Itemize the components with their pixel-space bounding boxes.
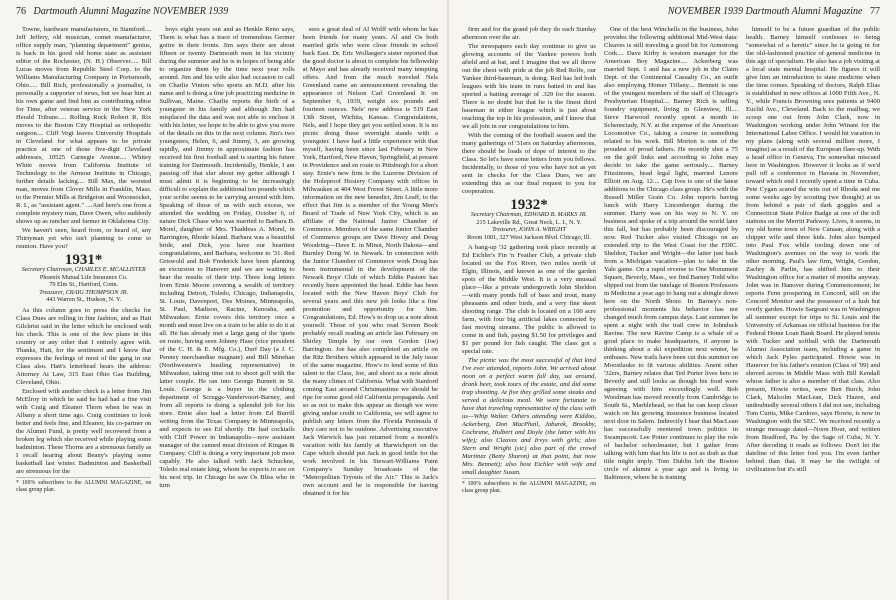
paragraph: himself to be a future guardian of the public health. Barney himself confesses to being "somewhat of a heretic" since he is going in for the old-fashioned practice of general medicine in this age of specialism. He also has a job visiting at a local state mental hospital. He figures it will give him an introduction to state medicine when the time comes. Speaking of doctors, Ralph Elias is established in new offices at 1000 Fifth Ave., N. Y., while Francis Browning sees patients at 9400 Euclid Ave., Cleveland. Back to the mailbag, we scoop one out from John Clark, now in Washington working under John Winant for the International Labor Office. I would hit vacation in my plans (along with several million more, I imagine) as a result of the European flare-up. With a head office in Geneva, I'm somewhat miscued here in Washington. However it looks as if we'd pull off a conference in Havana in November, toward which end I recently spent a time in Cuba. Pete Cygan scared the wits out of Rhoda and me some weeks ago by scouting (we thought) at us from behind a pair of dark goggles and a Connecticut State Police Badge at one of the toll stations on the Merritt Parkway. Lives, it seems, in my old home town of New Canaan, along with a chipper wife and three kids. John also bumped into Paul Fox while tooling down one of Washington's avenues on the way to work the other morning. Paul's law firm, Wright, Gordon, Zachry & Parlin, has shifted him to their Washington office for a matter of months anyway. John was in Hanover during Commencement; he reports Fenn prospering in Concord, still on the Concord Monitor and the possessor of a lush but overly garden. Howie Sargeant was in Washington all summer except for trips to St. Louis and the University of Arkansas on official business for the Federal Home Loan Bank Board. He played tennis with Tucker and softball with the Dartmouth Alumni Association team, including a game in which Jack Pyles participated. Howie was in Hanover for his father's reunion (Class of '99) and shoved across in Middle Mass with Bill Kendall whose father is also a member of that class. Also present, Howie writes, were Ben Burch, John Clark, Malcolm MacLean, Dick Hazen, and undoubtedly several others I did not see, including Tom Curtis, Mike Cardozo, says Howie, is now in Washington with the SEC. We received recently a strange message dated—Noon Hour, and written from Bradford, Pa. by the Sage of Cuba, N. Y. After decoding it reads as follows: Don't let the dateline of this letter fool you. I'm even farther behind than that. It may be the twilight of civilization but it's still [746, 26, 880, 473]
treasurer-label: Treasurer, CRAIG THOMPSON JR. [39, 288, 129, 296]
paragraph: sees a great deal of Al Wolff with whom he has been friends for many years. Al and Os both married girls who were close friends in school back East. Dr. Eric Wollaeger's sister reported that the good doctor is about to complete his fellowship at Mayo and has already received many tempting offers. And from the much traveled Nels Greenland came an announcement revealing the appearance of Nelson Carl Greenland Jr. on September 6, 1939, weight six pounds and fourteen ounces. Nels' new address is 519 East 13th Street, Wichita, Kansas. Congratulations, Nels, and I hope they get you settled soon. It is no picnic doing these overnight stands with a youngster. I have had a little experience with that myself, having been since last February in New York, Hartford, New Haven, Springfield, at present in Providence and en route to Pittsburgh for a short stay. Ernie's new firm is the Luzerne Division of the Holeproof Hosiery Company with offices in Milwaukee at 404 West Forest Street. A little more information on the new benedict, Jim Leaff, to the effect that Jim is a member of the Young Men's Board of Trade of New York City, which is an affiliate of the National Junior Chamber of Commerce. Members of the same Junior Chamber of Commerce groups are Dave Hovey and Doug Woodring—Dave E. in Minot, North Dakota—and Burnley Dong W. in Newark. In connection with the Junior Chamber of Commerce work Doug has been instrumental in the development of the Newark Boys' Club of which Eddie Pastore has recently been appointed the head. Eddie has been located with the New Haven Boys' Club for several years and this new job looks like a fine promotion and opportunity for him. Congratulations, Ed. How's to drop us a note about yourself. Those of you who read Screen Book probably recall reading an article last February on Shirley Temple by our own Gordon (Joe) Barrington. Joe has also completed an article on the Ritz Brothers which appeared in the July issue of the same magazine. How's to lend some of this talent to the Class, Joe, and shoot us a note about the many climes of California. What with Stanford coming East around Christmastime we should be ripe for some good old California propaganda. And so as not to make this appear as though we were giving undue credit to California, we will agree to publish any letters from the Florida Peninsula if they care not to be outdone. Advertising executive Jack Warwick has just returned from a month's vacation with his family at Harwichport on the Cape which should put Jack in good fettle for the work involved in his Stewart-Williams Paint Company's Sunday broadcasts of the "Metropolitan Tryouts of the Air." This is Jack's own account and he is responsible for having obtained it for his [302, 26, 438, 497]
paragraph: The picnic was the most successful of that kind I've ever attended, reports John. We arrived about noon on a perfect warm fall day, sat around, drank beer, took tours of the estate, and did some trap shooting. At five they grilled some steaks and served a delicious meal. We were fortunate to have that traveling representative of the class with us—Whip Walter. Others attending were Kiddoo, Ackerberg, Don MacPhail, Jaburek, Brookby, Cochrane, Hulbert and Doyle (the latter with his wife); also Cleaves and Irvys with girls; also Stern and Wright (sic) also part of the crowd Martinez (Betty Sharon) at that point, but now Mrs. Bennett); also host Eichler with wife and small daughter Susan. [462, 357, 596, 476]
secretary-address-2: 79 Elm St., Hartford, Conn. [49, 281, 119, 288]
right-page-number: 77 [870, 6, 880, 17]
right-page [448, 0, 896, 600]
secretary-label: Secretary Chairman, CHARLES E. MCALLISTER [21, 266, 146, 273]
paragraph: boys eight years out and as Henkle Reno says, Them is what has a trace of tremendous Germer goitre in their fronts. Jim says there are about fifteen or twenty Dartmouth men in his vicinity during the summer and he is in hopes of being able to organize them by the time next year rolls around. Jim and his wife also had occasion to call on Charlie Vinton who sports an M.D. after his name and is doing a fine job practicing medicine in Sullivan, Maine. Charlie reports the birth of a youngster in his family and although Jim had misplaced the data and was not able to enclose it with his letter, we hope to be able to give you more of the details on this in the next column. Jim's two youngsters, Helen, 6, and Jimmy, 3, are growing rapidly, and Jimmy in approximate fashion has received his first football and is starting his future training for Dartmouth. Incidentally, Henkle, I am passing off that slur about my getter although I must admit it is beginning to be increasingly difficult to explain the additional ten pounds which your scribe seems to be carrying around with him. Speaking of those of us with such excess, we attended the wedding on Friday, October 6, of nature Dick Chase who was married to Barbara B. Morel, daughter of Mrs. Thaddeus A. Morel, in Barrington, Rhode Island. Barbara was a beautiful bride, and Dick, you have our heartiest congratulations, and Barbara, welcome to '31. Red Griswold and Bob Frederick have been planning an excursion to Hanover and we are waiting to hear the results of their trip. Three long letters from Ernie Moore covering a wealth of territory including Detroit, Toledo, Chicago, Indianapolis, St. Louis, Davenport, Des Moines, Minneapolis, St. Paul, Madison, Racine, Kenosha, and Milwaukee. Ernie covers this territory once a month and must live on a train to be able to do it at all. He has already met a large gang of the 'quets en route, having seen Johnny Hase (vice president of the C. H. & E. Mfg. Co.), Durf Day (a J. C. Penney merchandise magnate) and Bill Minehan (Northwestern's hustling representative) in Milwaukee, taking time out to shoot golf with the latter couple. He ran into George Burnett in St. Louis. George is a buyer in the clothing department of Scruggs-Vandervoort-Barney, and from all reports is doing a splendid job for his store. Ernie also had a letter from Ed Burrill writing from the Texas Company in Minneapolis, and expects to see Ed shortly. He had cocktails with Cliff Power in Indianapolis—now assistant manager of the canned meat division of Kingan & Company. Cliff is doing a very important job most capably. He also talked with Jack Schuckne, Toledo real estate king, whom he expects to see on his next trip. In Chicago he saw Os Bliss who in turn [159, 26, 295, 489]
right-column-2 [604, 26, 738, 600]
left-column-2 [159, 26, 294, 600]
right-running-head [462, 6, 880, 22]
class-heading-1932: 1932* [510, 197, 548, 213]
secretary-address: 215 Lakeville Rd., Great Neck, L. I., N. Y. [476, 218, 582, 226]
left-page-number: 76 [16, 6, 26, 17]
right-column-1 [462, 26, 596, 600]
paragraph: With the coming of the football season and the many gatherings of '31ers on Saturday afternoons, there should be loads of dope of interest to the Class. So let's have some letters from you fellows. Incidentally, to those of you who have not as yet sent in checks for the Class Dues, we are extending this as our final request to you for cooperation. [462, 132, 596, 195]
paragraph: We haven't seen, heard from, or heard of, any Thirtyman yet who isn't planning to come to reunion. Have you? [16, 227, 152, 250]
footnote: * 100% subscribers to the ALUMNI MAGAZINE, on class group plan. [16, 477, 151, 494]
secretary-address-1: Phoenix Mutual Life Insurance Co. [39, 273, 128, 281]
paragraph: One of the best Winchells in the business, John provides the following additional Mid-West data: Cleaves is still traveling a good bit for Armstrong Cork.... Dave Kirby is western manager for the American Boy Magazine.... Ackerberg was married Sept. 1 and has a new job in the Claim Dept. of the Continental Casualty Co., an outfit also employing Homer Tiffany.... Bennett is one of the youngest members of the staff of Chicago's Presbyterian Hospital.... Barney Rich is selling foundry equipment, living in Glenview, Ill.... Steve Harwood recently spent a month in Schenectady, N.Y. at the expense of the American Locomotive Co., taking a course in something related to his work. Bill Morton is one of the proudest of proud fathers. He recently shot a 75 on the golf links and according to John may decide to take the game seriously.... Barney Fitzsimons, head legal light, married Lenore Elliott on Aug. 12.... Cap Ives is one of the latest additions to the Chicago class group. He's with the Russell Miller Grain Co. John reports having lunch with Harry Lincenberger during the summer. Harry was on his way to N. Y. on business and spoke of a trip around the world later this fall, but has probably been discouraged by now. Red Tucker also visited Chicago on an extended trip to the West Coast for the FDIC. Sheldon, Tucker and Wright—the latter just back from a Michigan vacation—plan to take in the Yale game. On a rapid reverse to One Monument Square, Beverly, Mass., we find Barney Todd who slipped out from the tutelage of Boston Professors in Medicine a year ago to hang out a shingle down here on the North Shore. In Barney's non-professional moments his behavior has not changed much from campus days. Last summer he spent a night with the trail crew in Johnduck Ravine. The new Ravine Camp is a whale of a good place to make headquarters, if anyone is thinking about a ski expedition next winter, he enthuses. New trails have been cut this summer on Moosilauke to fit various abilities. Anent other '32ers, Barney relates that Ted Porter lives here in Beverly and still looks as though his food were agreeing with him exceedingly well. Bob Woodman has moved recently from Cambridge to South St., Marblehead, so that he can keep closer watch on his growing insurance business located next door in Salem. Indirectly I hear that MacLean has successfully reentered town politics in Swampscott. Lee Potter continues to play the role of bachelor schoolmaster, but I gather from talking with him that his life is not as drab as that title might imply. Tom Dublin left the Boston circle of alumni a year ago and is living in Baltimore, where he is training [604, 26, 738, 481]
right-column-3 [746, 26, 880, 600]
class-heading-1931: 1931* [64, 252, 103, 268]
left-column-3 [303, 26, 438, 600]
paragraph: The newspapers each day continue to give us glowing accounts of the Yankee powers both afield and at bat, and I imagine that we all throw out the chest with pride at the job Red Rolfe, our Yankee third-baseman, is doing. Red has led both leagues with his team in runs batted in and has sported a batting average of .329 for the season. There is no doubt but that he is the finest third baseman in either league which is just about reaching the top in his profession, and I know that we all join in our congratulations to him. [462, 43, 596, 130]
left-head-title: Dartmouth Alumni Magazine NOVEMBER 1939 [33, 6, 229, 17]
right-columns [462, 26, 880, 600]
paragraph: As this column goes to press the checks for Class Dues are rolling in fine fashion, and as Hatt Gilchrist said in the letter which he enclosed with his check. This is one of the few plans in this country or any other that I entirely agree with. Thanks, Hatt, for the sentiment and I know that expresses the feelings of most of the gang in our Class also. Hatt's letterhead bears the address: Attorney At Law, 315 East Ohio Gas Building, Cleveland, Ohio. [16, 306, 152, 386]
paragraph: A bang-up '32 gathering took place recently at Ed Eichler's Fin 'n Feather Club, a private club located on the Fox River, two miles north of Elgin, Illinois, and known as one of the garden spots of the Middle West. It is a very unusual place—like a private undergrowth John Sheldon—with many ponds full of bass and trout, many pheasants and other birds, and a very fine skeet shooting range. The club is located on a 100 acre farm, with four big artificial lakes connected by fast moving streams. The public is allowed to come in and fish, paying $1.50 for privileges and $1 per pound for fish caught. The class got a special rate. [462, 244, 596, 355]
left-running-head [16, 6, 438, 22]
paragraph: Enclosed with another check is a letter from Jim McElroy in which he said he had had a fine visit with Craig and Eleanor Thorn when he was in Albany a short time ago. Craig continues to look better and feels fine, and Eleanor, his co-partner on the Alumni Fund, is pretty well recovered from a broken leg which she received while playing some badminton. These Thorns are a strenuous family as I recall hearing about Beany's playing some basketball last winter. Badminton and Basketball are strenuous for the [16, 387, 152, 475]
paragraph: firm and for the grand job they do each Sunday afternoon over the air. [462, 26, 596, 41]
secretary-label: Secretary Chairman, EDWARD B. MARKS JR. [470, 211, 588, 218]
treasurer-label: Treasurer, JOHN A. WRIGHT [492, 226, 566, 233]
footnote: * 100% subscribers to the ALUMNI MAGAZINE, on class group plan. [462, 478, 596, 495]
left-column-1 [16, 26, 151, 600]
right-head-title: NOVEMBER 1939 Dartmouth Alumni Magazine [667, 6, 863, 17]
treasurer-address: Room 1001, 327 West Jackson Blvd. Chicago, Ill. [467, 233, 591, 241]
left-columns [16, 26, 438, 600]
treasurer-address: 443 Warren St., Hudson, N. Y. [46, 296, 122, 303]
paragraph: Towne, hardware manufacturers, in Stamford.... Jeff Jeffery, old musician, comet manufacturer, office supply man, "planning department" genius, is back in his good old home state as assistant editor of the Rochester, (N. H.) Observer..... Bill Lucas moves from Republic Steel Corp. to the Williams Manufacturing Company in Portsmouth, Ohio..... Bill Rich, professionally a journalist, is personally a supporter of news, but we hear him at his own game and find him as contributing editor for Time, after veteran service in the New York Herald Tribune..... Rolling Rock Robert R. Rix moves to the Boston City Hospital as orthopedic surgeon.... Cliff Vogt leaves University Hospitals in Cleveland for what appears to be private practice at one of those five-digit Cleveland addresses, 10525 Carnegie Avenue.... Whitey White moves from California Institute of Technology to the Armour Institute in Chicago, further details lacking.... Bill Max, the worsted man, moves from Clover Mills in Franklin, Mass. to the Premier Mills at Bridgeton and Woonsocket, R. I., as "assistant agent." ....And here's one from a complete mystery man, Dave Owen, who suddenly shows up as rancher and farmer in Oklahoma City. [16, 26, 152, 225]
